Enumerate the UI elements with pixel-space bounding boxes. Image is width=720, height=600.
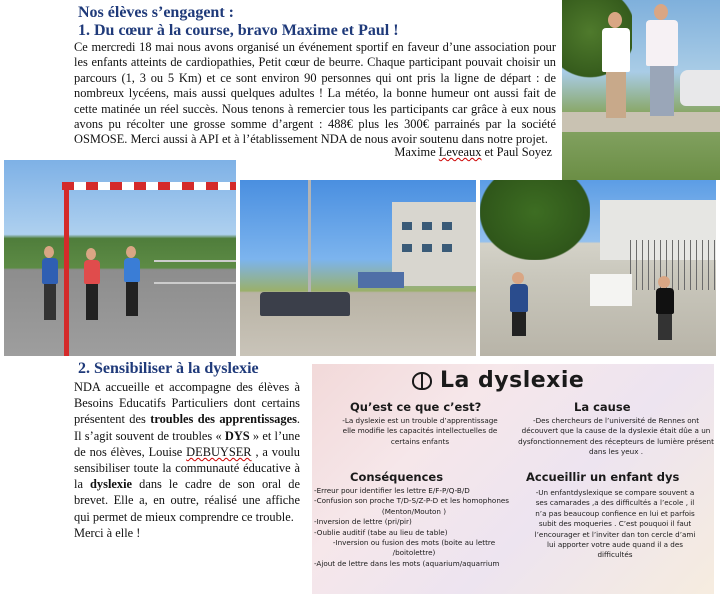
snack-table bbox=[590, 274, 632, 306]
poster-line: dans les yeux . bbox=[588, 447, 644, 457]
photo-event-crowd bbox=[240, 180, 476, 356]
photo-car bbox=[680, 70, 720, 106]
s2-text: dans le cadre de son oral de brevet. Elle a, en outre, réalisé une affiche qui permet de mieux comprendre ce trouble. bbox=[74, 477, 300, 524]
brain-icon bbox=[412, 372, 432, 390]
poster-line: -Ajout de lettre dans les mots (aquarium/aquarrium bbox=[314, 558, 500, 568]
poster-line: -Inversion de lettre (pri/pir) bbox=[314, 517, 412, 527]
poster-cause-text bbox=[518, 416, 714, 458]
signature-underlined-name: Leveaux bbox=[438, 145, 482, 159]
poster-line: difficultés bbox=[597, 550, 633, 560]
poster-line: découvert que la cause de la dyslexie était dûe a un bbox=[521, 426, 711, 436]
poster-consequences-heading: Conséquences bbox=[350, 470, 444, 484]
poster-line: /boitolettre) bbox=[392, 548, 436, 558]
section1-paragraph: Ce mercredi 18 mai nous avons organisé un événement sportif en faveur d’une association pour les enfants atteints de cardiopathies, Petit cœur de beurre. Chaque participant pouvait choisir un parcours (1, 3 ou 5 Km) et ce sont environ 90 personnes qui ont pris la ligne de départ : de nombreux lycéens, mais aussi quelques adultes ! La météo, la bonne humeur ont aussi fait de cette matinée un réel succès. Nous tenons à remercier tous les participants car grâce à eux nous avons pu récolter une grosse somme d’argent : 488€ plus les 300€ parrainés par la société OSMOSE. Merci aussi à API et à l’établissement NDA de nous avoir soutenu dans notre projet. bbox=[74, 40, 556, 147]
flag-pole bbox=[308, 180, 311, 310]
poster-line: n’a pas beaucoup confience en lui et parfois bbox=[535, 508, 695, 518]
s2-bold: DYS bbox=[224, 428, 250, 443]
poster-line: certains enfants bbox=[390, 436, 450, 446]
banner-pole bbox=[64, 182, 69, 356]
start-banner bbox=[62, 182, 236, 190]
poster-cause-heading: La cause bbox=[574, 400, 631, 414]
photo-tree bbox=[480, 180, 590, 260]
poster-title: La dyslexie bbox=[440, 368, 585, 393]
section1-heading: 1. Du cœur à la course, bravo Maxime et Paul ! bbox=[78, 22, 399, 39]
poster-line: subit des moqueries . C’est pouquoi il faut bbox=[538, 519, 692, 529]
poster-welcome-text bbox=[518, 488, 712, 561]
dyslexia-poster bbox=[312, 364, 714, 594]
poster-line: -Oublie auditif (tabe au lieu de table) bbox=[314, 527, 448, 537]
photo-race-start bbox=[4, 160, 236, 356]
section2-heading: 2. Sensibiliser à la dyslexie bbox=[78, 360, 259, 377]
poster-what-heading: Qu’est ce que c’est? bbox=[350, 400, 482, 414]
poster-line: -Erreur pour identifier les lettre E/F-P/Q-B/D bbox=[314, 486, 470, 495]
poster-consequences-text bbox=[314, 486, 514, 569]
poster-line: l’encourager et l’inviter dan ton cercle d’ami bbox=[534, 529, 696, 539]
poster-line: dysfonctionnement des récepteurs de lumière présent bbox=[518, 436, 714, 446]
s2-text: . Il s’agit souvent de troubles « bbox=[74, 412, 300, 443]
photo-school-yard bbox=[480, 180, 716, 356]
poster-line: -Confusion son proche T/D-S/Z-P-D et les homophones bbox=[314, 496, 510, 506]
fence bbox=[630, 240, 716, 290]
poster-line: -La dyslexie est un trouble d’apprentissage bbox=[342, 416, 498, 425]
photo-two-students bbox=[562, 0, 720, 180]
page-title: Nos élèves s’engagent : bbox=[78, 4, 234, 21]
signature-first: Maxime bbox=[394, 145, 439, 159]
poster-what-text bbox=[322, 416, 518, 447]
s2-thanks: Merci à elle ! bbox=[74, 525, 141, 540]
s2-bold: dyslexie bbox=[90, 477, 133, 492]
section1-signature bbox=[394, 145, 552, 160]
poster-line: ses camarades ,a des difficultés a l’ecole , il bbox=[535, 498, 695, 508]
s2-underlined-name: DEBUYSER bbox=[186, 444, 252, 459]
s2-text: NDA accueille et accompagne des élèves à Besoins Educatifs Particuliers dont certains présentent des bbox=[74, 380, 300, 427]
photo-road bbox=[562, 112, 720, 132]
poster-welcome-heading: Accueillir un enfant dys bbox=[526, 470, 680, 484]
s2-text: , a voulu sensibiliser toute la communauté éducative à la bbox=[74, 444, 301, 492]
school-building bbox=[392, 202, 476, 286]
poster-line: (Menton/Mouton ) bbox=[381, 506, 447, 516]
section2-paragraph bbox=[74, 379, 300, 541]
poster-line: -Inversion ou fusion des mots (boite au lettre bbox=[332, 538, 496, 548]
poster-line: -Un enfantdyslexique se compare souvent a bbox=[535, 488, 695, 497]
guard-rail bbox=[154, 260, 236, 284]
s2-text: » et l’une de nos élèves, Louise bbox=[74, 428, 300, 459]
poster-line: lui apporter votre aude quand il a des bbox=[546, 540, 684, 550]
s2-bold: troubles des apprentissages bbox=[150, 412, 297, 427]
poster-line: elle modifie les capacités intellectuelles de bbox=[342, 426, 498, 436]
signature-rest: et Paul Soyez bbox=[481, 145, 552, 159]
poster-line: -Des chercheurs de l’université de Rennes ont bbox=[532, 416, 700, 425]
event-tent bbox=[358, 272, 404, 288]
